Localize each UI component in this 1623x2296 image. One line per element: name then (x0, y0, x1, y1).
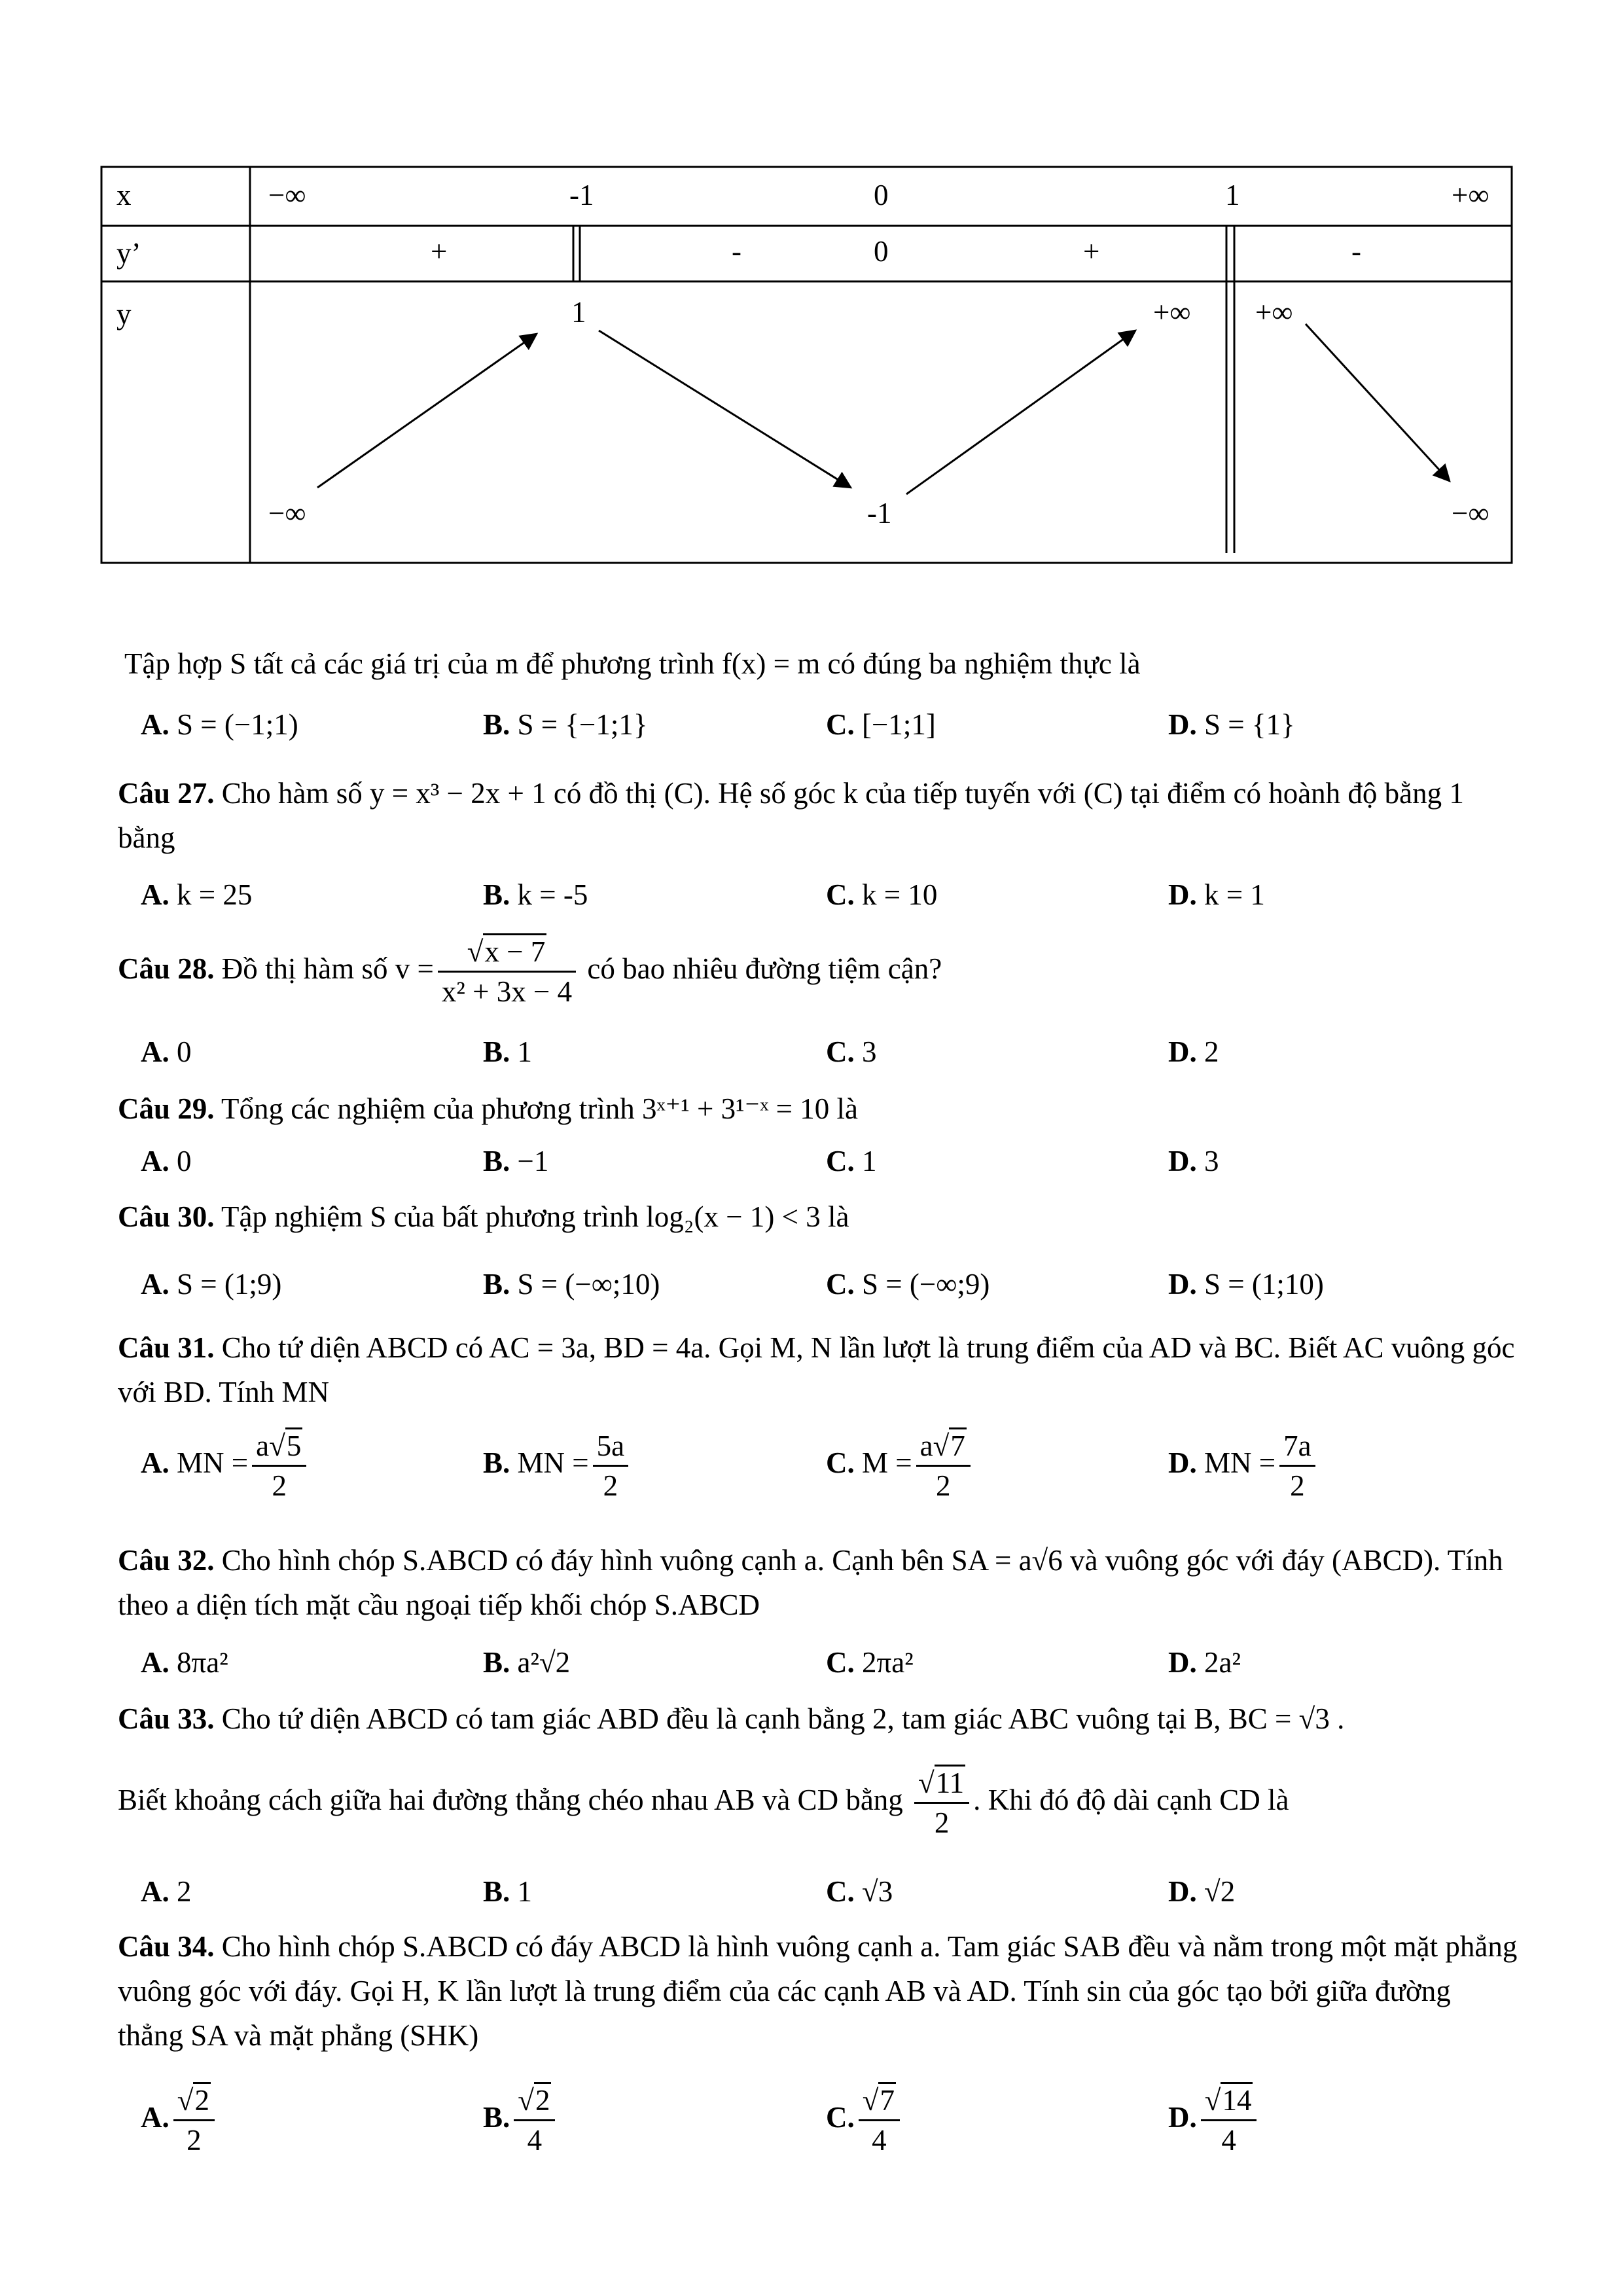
arrow-increase-2 (906, 331, 1135, 494)
q33-option-d: D. √2 (1168, 1875, 1236, 1908)
q29-option-c: C. 1 (826, 1145, 877, 1177)
q32-option-d: D. 2a² (1168, 1646, 1241, 1679)
arrow-increase-1 (317, 334, 537, 488)
q28-option-a: A. 0 (141, 1035, 192, 1068)
q32-option-a: A. 8πa² (141, 1646, 228, 1679)
q29-option-d: D. 3 (1168, 1145, 1219, 1177)
q27-option-b: B. k = -5 (483, 878, 588, 911)
q32-option-c: C. 2πa² (826, 1646, 914, 1679)
q32-text: Câu 32. Cho hình chóp S.ABCD có đáy hình vuông cạnh a. Cạnh bên SA = a√6 và vuông góc với đáy (ABCD). Tính theo a diện tích mặt cầu ngoại tiếp khối chóp S.ABCD (118, 1544, 1503, 1621)
y-prime-sign: - (1351, 235, 1361, 268)
q33-option-a: A. 2 (141, 1875, 192, 1908)
x-value: +∞ (1452, 179, 1489, 211)
q34-text: Câu 34. Cho hình chóp S.ABCD có đáy ABCD là hình vuông cạnh a. Tam giác SAB đều và nằm trong một mặt phẳng vuông góc với đáy. Gọi H, K lần lượt là trung điểm của các cạnh AB và AD. Tính sin của góc tạo bởi giữa đường thẳng SA và mặt phẳng (SHK) (118, 1930, 1518, 2052)
x-value: -1 (569, 179, 594, 211)
q33-text-line1: Câu 33. Cho tứ diện ABCD có tam giác ABD đều là cạnh bằng 2, tam giác ABC vuông tại B, BC = √3 . (118, 1702, 1345, 1735)
q31-option-b: B. MN = $\frac{5a}{2}$ (483, 1427, 632, 1505)
row-label-y: y (116, 298, 132, 331)
q30-option-d: D. S = (1;10) (1168, 1268, 1324, 1300)
q32-option-b: B. a²√2 (483, 1646, 571, 1679)
q27-option-a: A. k = 25 (141, 878, 253, 911)
q28-option-d: D. 2 (1168, 1035, 1219, 1068)
q27-option-c: C. k = 10 (826, 878, 938, 911)
y-value: +∞ (1255, 296, 1293, 329)
q29-text: Câu 29. Tổng các nghiệm của phương trình 3ˣ⁺¹ + 3¹⁻ˣ = 10 là (118, 1092, 858, 1125)
x-value: 0 (874, 179, 889, 211)
row-label-y-prime: y’ (116, 237, 141, 270)
q28-text: Câu 28. Đồ thị hàm số v = $\frac{√x - 7}{\text{x² + 3x − 4}}$ có bao nhiêu đường tiệm cận? (118, 933, 1518, 1011)
q34-option-c: C. $\frac{√7}{4}$ (826, 2081, 904, 2159)
y-value: −∞ (268, 497, 306, 529)
q30-option-c: C. S = (−∞;9) (826, 1268, 990, 1300)
y-value: −∞ (1452, 497, 1489, 529)
y-prime-sign: 0 (874, 235, 889, 268)
row-label-x: x (116, 179, 132, 211)
q30-text: Câu 30. Tập nghiệm S của bất phương trình log₂(x − 1) < 3 là (118, 1200, 849, 1233)
y-prime-sign: + (1083, 235, 1100, 268)
y-prime-sign: + (431, 235, 448, 268)
q33-text-line2: Biết khoảng cách giữa hai đường thẳng chéo nhau AB và CD bằng $\frac{√11}{2}$ . Khi đó độ dài cạnh CD là (118, 1764, 1289, 1842)
y-value: -1 (867, 497, 892, 529)
q28-fraction: $\frac{√x - 7}{\text{x² + 3x − 4}}$ (438, 933, 576, 1011)
q28-option-c: C. 3 (826, 1035, 877, 1068)
q33-option-b: B. 1 (483, 1875, 533, 1908)
q30-option-a: A. S = (1;9) (141, 1268, 282, 1300)
arrow-decrease-1 (599, 331, 851, 488)
q34-option-a: A. $\frac{√2}{2}$ (141, 2081, 219, 2159)
q30-option-b: B. S = (−∞;10) (483, 1268, 660, 1300)
q29-option-b: B. −1 (483, 1145, 549, 1177)
y-prime-sign: - (732, 235, 741, 268)
q33-option-c: C. √3 (826, 1875, 893, 1908)
q28-option-b: B. 1 (483, 1035, 533, 1068)
x-value: −∞ (268, 179, 306, 211)
variation-table (0, 0, 1623, 589)
x-value: 1 (1225, 179, 1240, 211)
q31-text: Câu 31. Cho tứ diện ABCD có AC = 3a, BD = 4a. Gọi M, N lần lượt là trung điểm của AD và BC. Biết AC vuông góc với BD. Tính MN (118, 1331, 1515, 1408)
q31-option-d: D. MN = $\frac{7a}{2}$ (1168, 1427, 1319, 1505)
q26-prompt: Tập hợp S tất cả các giá trị của m để phương trình f(x) = m có đúng ba nghiệm thực là (124, 647, 1141, 680)
q34-option-b: B. $\frac{√2}{4}$ (483, 2081, 559, 2159)
q26-option-c: C. [−1;1] (826, 708, 936, 741)
y-value: 1 (571, 296, 586, 329)
q27-text: Câu 27. Cho hàm số y = x³ − 2x + 1 có đồ thị (C). Hệ số góc k của tiếp tuyến với (C) tại điểm có hoành độ bằng 1 bằng (118, 777, 1464, 854)
q34-option-d: D. $\frac{√14}{4}$ (1168, 2081, 1260, 2159)
arrow-decrease-2 (1306, 324, 1450, 481)
q27-option-d: D. k = 1 (1168, 878, 1265, 911)
y-value: +∞ (1153, 296, 1191, 329)
q26-option-a: A. S = (−1;1) (141, 708, 298, 741)
q31-option-a: A. MN = $\frac{a√5}{2}$ (141, 1427, 310, 1505)
q31-option-c: C. M = $\frac{a√7}{2}$ (826, 1427, 974, 1505)
q26-option-d: D. S = {1} (1168, 708, 1295, 741)
q26-option-b: B. S = {−1;1} (483, 708, 648, 741)
q29-option-a: A. 0 (141, 1145, 192, 1177)
